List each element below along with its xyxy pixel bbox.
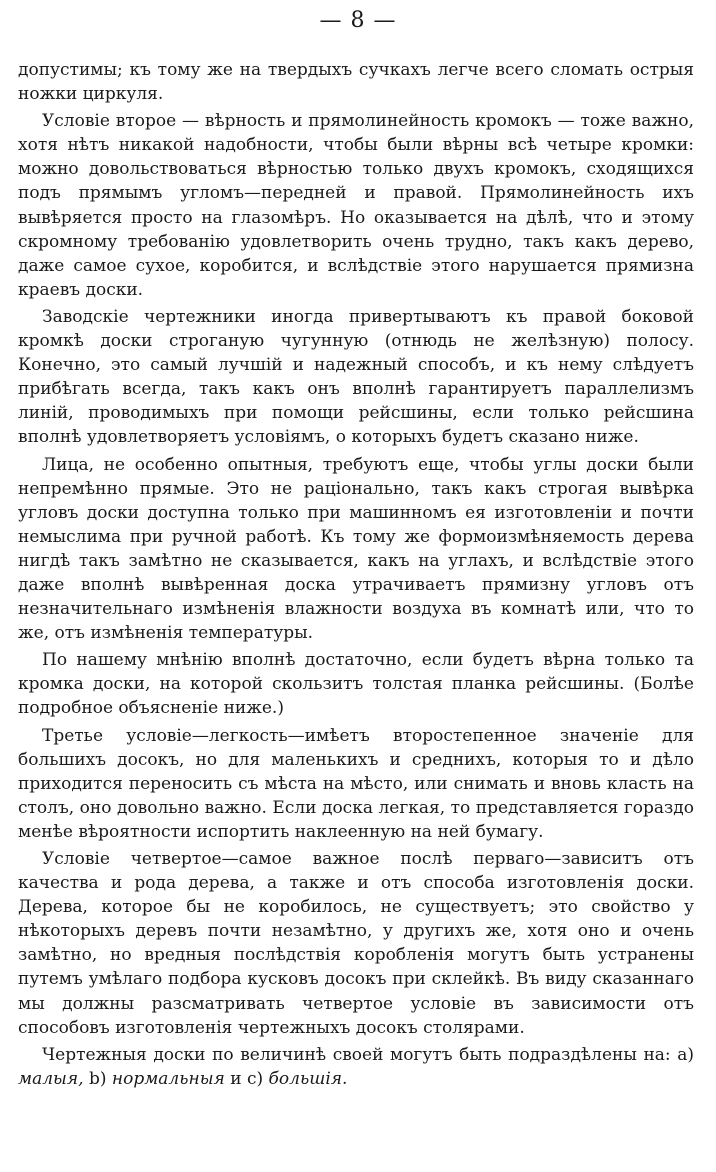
board-sizes-lead: Чертежныя доски по величинѣ своей могутъ быть подраздѣлены на: [42, 1044, 671, 1065]
item-a-text: малыя, [18, 1068, 84, 1089]
item-c-label: c) [246, 1068, 264, 1089]
joiner-word: и [230, 1068, 242, 1089]
paragraph-condition-three: Третье условіе—легкость—имѣетъ второстепенное значеніе для большихъ досокъ, но для маленькихъ и среднихъ, которыя то и дѣло приходится переносить съ мѣста на мѣсто, или снимать и вновь класть на столъ, оно довольно важно. Если доска легкая, то представляется гораздо менѣе вѣроятности испортить наклеенную на ней бумагу. [18, 725, 694, 842]
item-c-text: большія. [268, 1068, 348, 1089]
paragraph-continuation: допустимы; къ тому же на твердыхъ сучкахъ легче всего сломать острыя ножки циркуля. [18, 60, 694, 105]
item-a-label: a) [677, 1044, 694, 1065]
paragraph-condition-four: Условіе четвертое—самое важное послѣ перваго—зависитъ отъ качества и рода дерева, а также и отъ способа изготовленія доски. Дерева, которое бы не коробилось, не существуетъ; это свойство у нѣкоторыхъ деревъ почти незамѣтно, у другихъ же, хотя оно и очень замѣтно, но вредныя послѣдствія коробленія могутъ быть устранены путемъ умѣлаго подбора кусковъ досокъ при склейкѣ. Въ виду сказаннаго мы должны разсматривать четвертое условіе въ зависимости отъ способовъ изготовленія чертежныхъ досокъ столярами. [18, 849, 694, 1038]
item-b-label: b) [88, 1068, 107, 1089]
paragraph-right-angles: Лица, не особенно опытныя, требуютъ еще, чтобы углы доски были непремѣнно прямые. Это не раціонально, такъ какъ строгая вывѣрка угловъ доски доступна только при машинномъ ея изготовленіи и почти немыслима при ручной работѣ. Къ тому же формоизмѣняемость дерева нигдѣ такъ замѣтно не сказывается, какъ на углахъ, и вслѣдствіе этого даже вполнѣ вывѣренная доска утрачиваетъ прямизну угловъ отъ незначительнаго измѣненія влажности воздуха въ комнатѣ или, что то же, отъ измѣненія температуры. [18, 454, 694, 644]
body-text [18, 58, 694, 1091]
page-number: — 8 — [319, 8, 397, 33]
item-b-text: нормальныя [111, 1068, 225, 1089]
paragraph-condition-two: Условіе второе — вѣрность и прямолинейность кромокъ — тоже важно, хотя нѣтъ никакой надобности, чтобы были вѣрны всѣ четыре кромки: можно довольствоваться вѣрностью только двухъ кромокъ, сходящихся подъ прямымъ угломъ—передней и правой. Прямолинейность ихъ вывѣряется просто на глазомѣръ. Но оказывается на дѣлѣ, что и этому скромному требованію удовлетворить очень трудно, такъ какъ дерево, даже самое сухое, коробится, и вслѣдствіе этого нарушается прямизна краевъ доски. [18, 111, 694, 300]
paragraph-factory-draftsmen: Заводскіе чертежники иногда привертываютъ къ правой боковой кромкѣ доски строганую чугунную (отнюдь не желѣзную) полосу. Конечно, это самый лучшій и надежный способъ, и къ нему слѣдуетъ прибѣгать всегда, такъ какъ онъ вполнѣ гарантируетъ параллелизмъ линій, проводимыхъ при помощи рейсшины, если только рейсшина вполнѣ удовлетворяетъ условіямъ, о которыхъ будетъ сказано ниже. [18, 306, 694, 448]
paragraph-board-sizes [18, 1043, 694, 1091]
paragraph-our-opinion: По нашему мнѣнію вполнѣ достаточно, если будетъ вѣрна только та кромка доски, на которой скользитъ толстая планка рейсшины. (Болѣе подробное объясненіе ниже.) [18, 650, 694, 719]
